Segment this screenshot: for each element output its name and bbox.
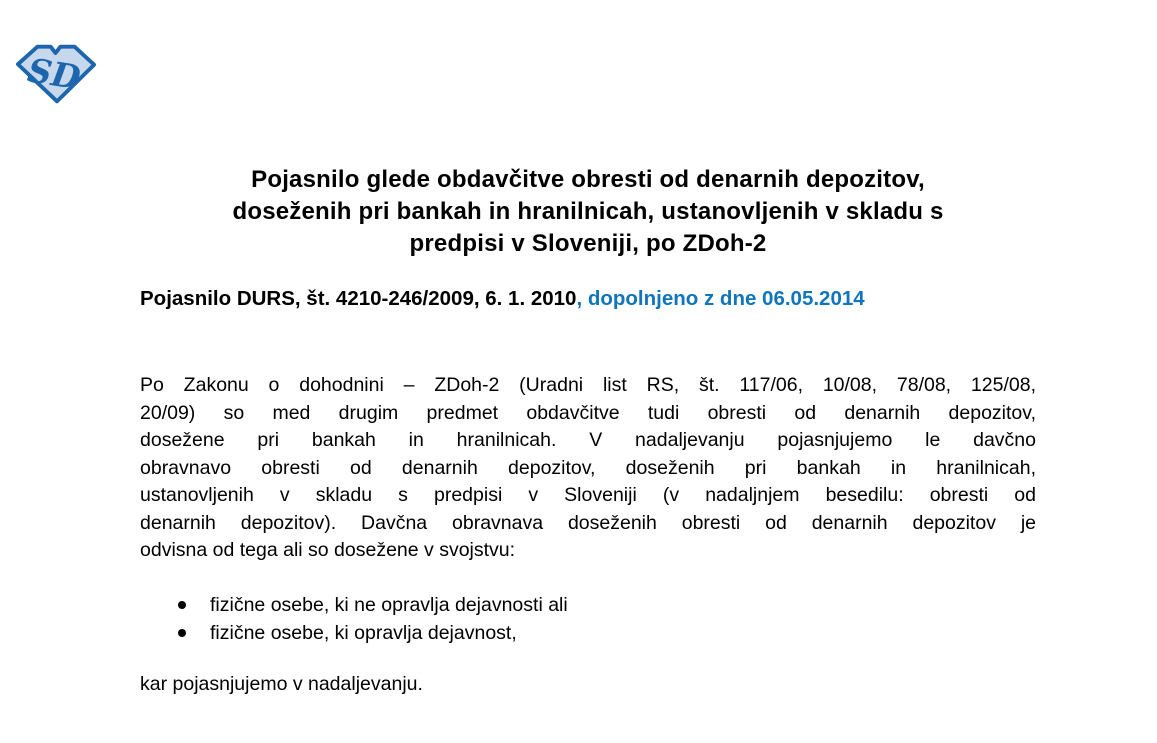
document-body bbox=[140, 164, 1036, 698]
bullet-dot-icon bbox=[178, 629, 186, 637]
list-item bbox=[178, 591, 1036, 619]
paragraph-line: dosežene pri bankah in hranilnicah. V nadaljevanju pojasnjujemo le davčno bbox=[140, 429, 1036, 451]
amendment-date: , dopolnjeno z dne 06.05.2014 bbox=[576, 287, 865, 310]
list-item-text: fizične osebe, ki opravlja dejavnost, bbox=[210, 621, 517, 644]
bullet-list bbox=[140, 591, 1036, 647]
list-item-text: fizične osebe, ki ne opravlja dejavnosti ali bbox=[210, 593, 568, 616]
paragraph-line: obravnavo obresti od denarnih depozitov, doseženih pri bankah in hranilnicah, bbox=[140, 456, 1036, 479]
reference-number: Pojasnilo DURS, št. 4210-246/2009, 6. 1. 2010 bbox=[140, 287, 577, 310]
logo-letters: SD bbox=[24, 50, 84, 98]
paragraph-line: ustanovljenih v skladu s predpisi v Sloveniji (v nadaljnjem besedilu: obresti od bbox=[140, 484, 1036, 506]
paragraph-line: odvisna od tega ali so dosežene v svojstvu: bbox=[140, 539, 516, 561]
intro-paragraph bbox=[140, 372, 1036, 565]
title-line: predpisi v Sloveniji, po ZDoh-2 bbox=[409, 230, 767, 257]
list-item bbox=[178, 619, 1036, 647]
document-reference bbox=[140, 287, 1036, 310]
closing-line: kar pojasnjujemo v nadaljevanju. bbox=[140, 672, 423, 695]
paragraph-line: 20/09) so med drugim predmet obdavčitve tudi obresti od denarnih depozitov, bbox=[140, 401, 1036, 424]
title-line: Pojasnilo glede obdavčitve obresti od denarnih depozitov, bbox=[251, 166, 925, 193]
bullet-dot-icon bbox=[178, 601, 186, 609]
paragraph-line: Po Zakonu o dohodnini – ZDoh-2 (Uradni list RS, št. 117/06, 10/08, 78/08, 125/08, bbox=[140, 374, 1036, 396]
page-title bbox=[140, 164, 1036, 260]
sd-shield-logo bbox=[15, 43, 97, 105]
title-line: doseženih pri bankah in hranilnicah, ustanovljenih v skladu s bbox=[232, 198, 944, 225]
paragraph-line: denarnih depozitov). Davčna obravnava doseženih obresti od denarnih depozitov je bbox=[140, 511, 1036, 534]
